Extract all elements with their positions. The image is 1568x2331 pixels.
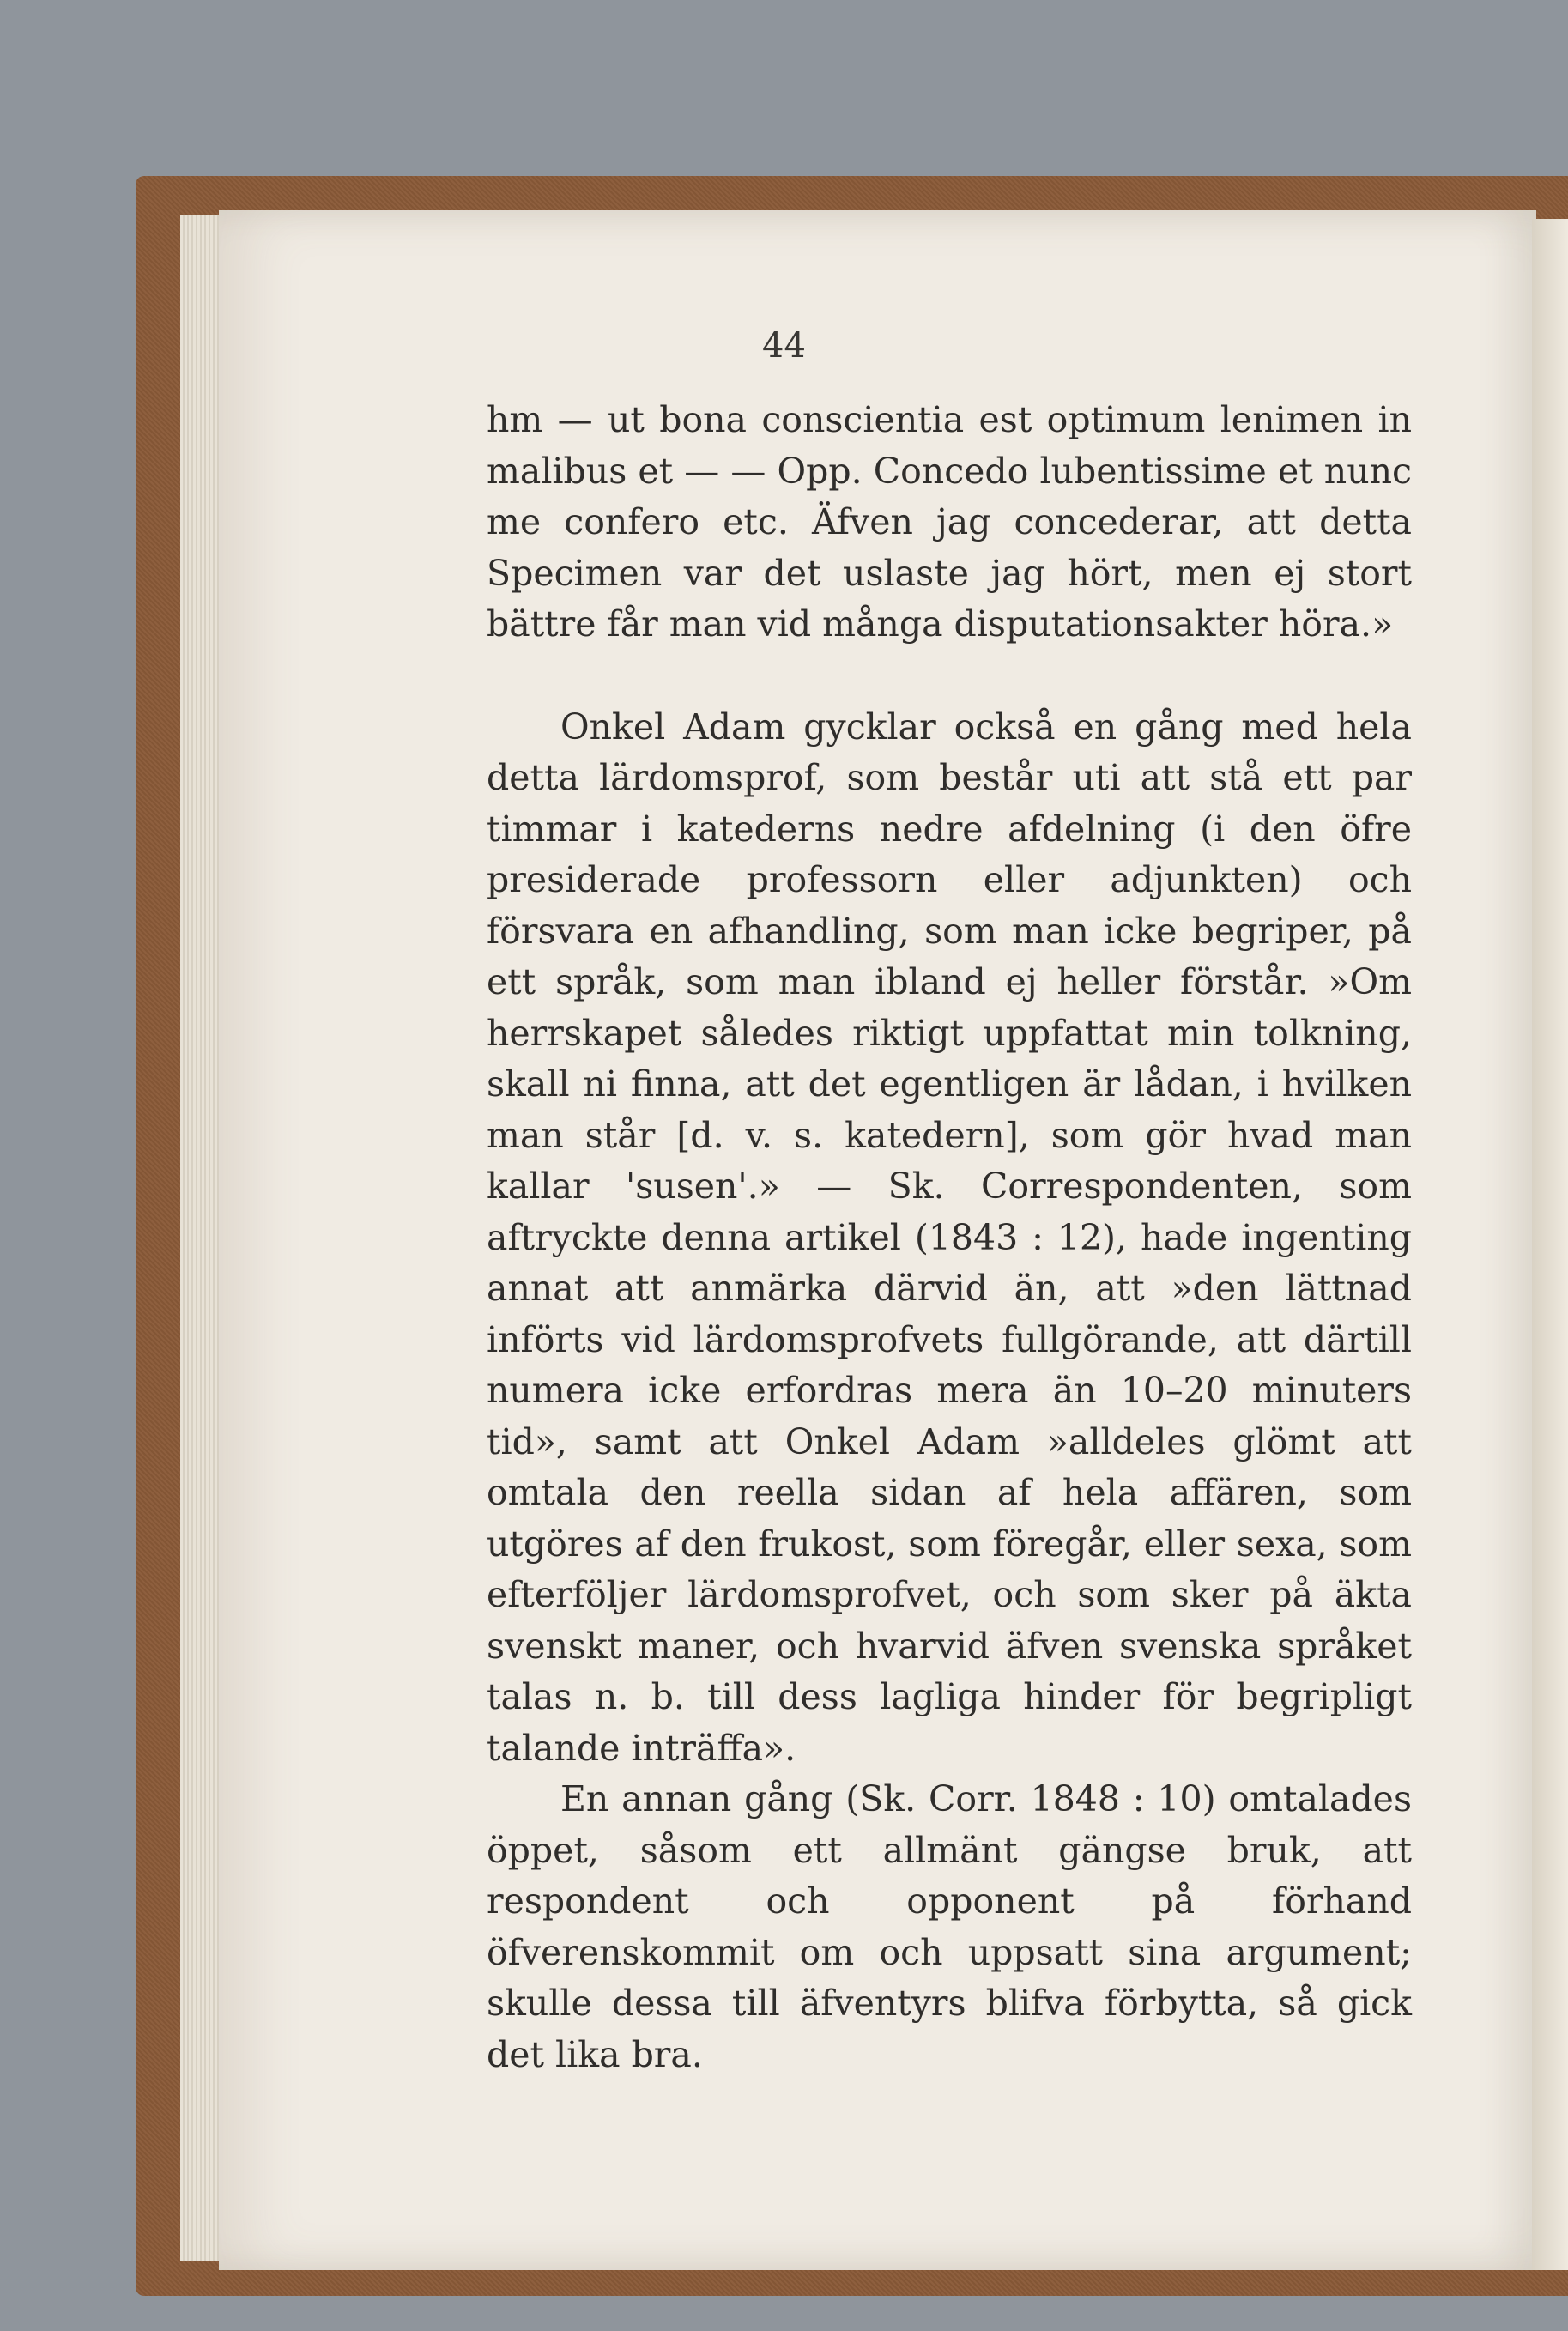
paragraph-1: hm — ut bona conscientia est optimum lenimen in malibus et — — Opp. Concedo lubentissime et nunc me confero etc. Äfven jag concederar, att detta Specimen var det uslaste jag hört, men ej stort bättre får man vid många disputationsakter höra.» bbox=[487, 399, 1412, 645]
page-fore-edge bbox=[1532, 219, 1568, 2270]
page-number: 44 bbox=[762, 326, 806, 366]
paragraph-3: En annan gång (Sk. Corr. 1848 : 10) omtalades öppet, såsom ett allmänt gängse bruk, att respondent och opponent på förhand öfverenskommit om och uppsatt sina argument; skulle dessa till äfventyrs blifva förbytta, så gick det lika bra. bbox=[487, 1778, 1412, 2075]
page-body bbox=[487, 395, 1412, 2080]
paragraph-2: Onkel Adam gycklar också en gång med hela detta lärdomsprof, som består uti att stå ett par timmar i katederns nedre afdelning (i den öfre presiderade professorn eller adjunkten) och försvara en afhandling, som man icke begriper, på ett språk, som man ibland ej heller förstår. »Om herrskapet således riktigt uppfattat min tolkning, skall ni finna, att det egentligen är lådan, i hvilken man står [d. v. s. katedern], som gör hvad man kallar 'susen'.» — Sk. Correspondenten, som aftryckte denna artikel (1843 : 12), hade ingenting annat att anmärka därvid än, att »den lättnad införts vid lärdomsprofvets fullgörande, att därtill numera icke erfordras mera än 10–20 minuters tid», samt att Onkel Adam »alldeles glömt att omtala den reella sidan af hela affären, som utgöres af den frukost, som föregår, eller sexa, som efterföljer lärdomsprofvet, och som sker på äkta svenskt maner, och hvarvid äfven svenska språket talas n. b. till dess lagliga hinder för begripligt talande inträffa». bbox=[487, 705, 1412, 1769]
